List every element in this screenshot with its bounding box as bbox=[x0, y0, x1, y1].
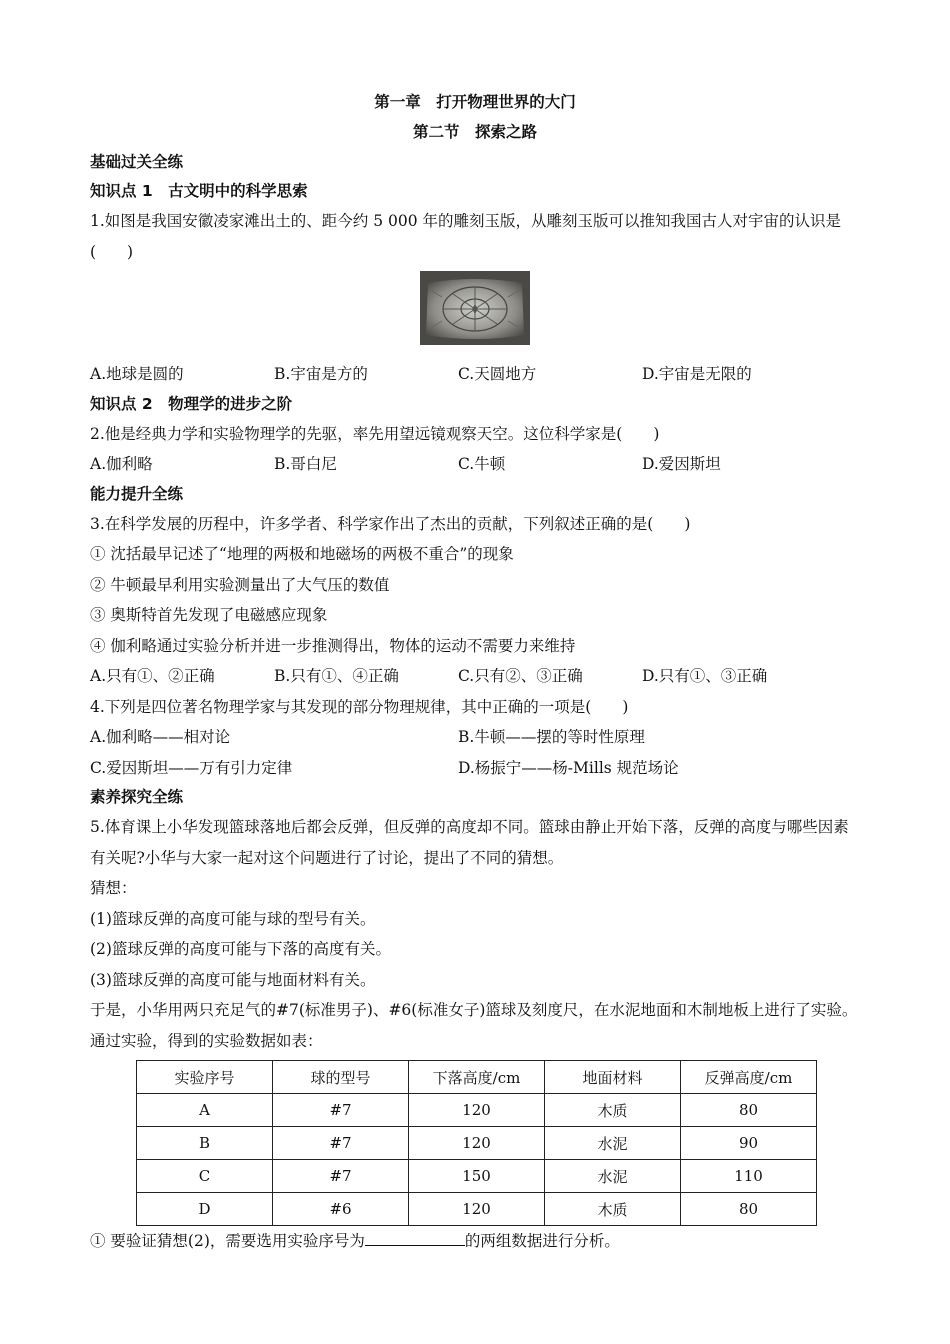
table-cell: #7 bbox=[273, 1094, 409, 1127]
table-cell: 90 bbox=[681, 1127, 817, 1160]
q4-option-c: C.爱因斯坦——万有引力定律 bbox=[90, 758, 293, 777]
experiment-data-table bbox=[136, 1060, 817, 1226]
q1-option-c: C.天圆地方 bbox=[458, 365, 537, 383]
table-cell: 木质 bbox=[545, 1094, 681, 1127]
table-cell: 120 bbox=[409, 1193, 545, 1226]
q5-guess-3: (3)篮球反弹的高度可能与地面材料有关。 bbox=[90, 970, 376, 989]
q4-option-a: A.伽利略——相对论 bbox=[90, 728, 231, 746]
q2-option-a: A.伽利略 bbox=[90, 455, 153, 473]
q5-intro: 于是，小华用两只充足气的#7(标准男子)、#6(标准女子)篮球及刻度尺，在水泥地面和木制地板上进行了实验。通过实验，得到的实验数据如表： bbox=[90, 1001, 858, 1050]
question-4-options-row2 bbox=[90, 753, 860, 784]
q3-option-b: B.只有①、④正确 bbox=[274, 667, 399, 685]
section-title: 第二节 探索之路 bbox=[412, 123, 537, 141]
q5-sub1-after: 的两组数据进行分析。 bbox=[464, 1232, 620, 1250]
table-header-cell: 地面材料 bbox=[545, 1061, 681, 1094]
table-cell: 水泥 bbox=[545, 1127, 681, 1160]
answer-blank[interactable] bbox=[365, 1229, 465, 1246]
knowledge-point-2: 知识点 2 物理学的进步之阶 bbox=[90, 394, 293, 413]
question-3-stem: 3.在科学发展的历程中，许多学者、科学家作出了杰出的贡献，下列叙述正确的是( ) bbox=[90, 514, 691, 533]
table-cell: 150 bbox=[409, 1160, 545, 1193]
q2-option-c: C.牛顿 bbox=[458, 455, 506, 473]
table-cell: A bbox=[137, 1094, 273, 1127]
question-2-stem: 2.他是经典力学和实验物理学的先驱，率先用望远镜观察天空。这位科学家是( ) bbox=[90, 424, 660, 443]
q1-option-b: B.宇宙是方的 bbox=[274, 365, 368, 383]
q3-option-d: D.只有①、③正确 bbox=[642, 667, 768, 685]
q1-option-d: D.宇宙是无限的 bbox=[642, 365, 752, 383]
worksheet-page bbox=[90, 88, 860, 1257]
table-cell: #7 bbox=[273, 1127, 409, 1160]
table-cell: 80 bbox=[681, 1094, 817, 1127]
q2-option-b: B.哥白尼 bbox=[274, 455, 337, 473]
question-3-options bbox=[90, 661, 860, 692]
question-1-options bbox=[90, 359, 860, 390]
table-cell: 木质 bbox=[545, 1193, 681, 1226]
chapter-title: 第一章 打开物理世界的大门 bbox=[374, 93, 576, 111]
table-row bbox=[137, 1127, 817, 1160]
question-4-stem: 4.下列是四位著名物理学家与其发现的部分物理规律，其中正确的一项是( ) bbox=[90, 697, 629, 716]
q3-statement-1: ① 沈括最早记述了“地理的两极和地磁场的两极不重合”的现象 bbox=[90, 545, 514, 563]
part-heading-inquiry: 素养探究全练 bbox=[90, 788, 184, 806]
part-heading-ability: 能力提升全练 bbox=[90, 484, 184, 503]
q2-option-d: D.爱因斯坦 bbox=[642, 455, 721, 473]
table-cell: 80 bbox=[681, 1193, 817, 1226]
table-row bbox=[137, 1094, 817, 1127]
table-row bbox=[137, 1193, 817, 1226]
table-header-cell: 实验序号 bbox=[137, 1061, 273, 1094]
table-cell: B bbox=[137, 1127, 273, 1160]
q3-statement-2: ② 牛顿最早利用实验测量出了大气压的数值 bbox=[90, 575, 390, 594]
q4-option-d: D.杨振宁——杨-Mills 规范场论 bbox=[458, 758, 679, 777]
q3-option-c: C.只有②、③正确 bbox=[458, 667, 583, 685]
part-heading-basic: 基础过关全练 bbox=[90, 153, 184, 171]
q4-option-b: B.牛顿——摆的等时性原理 bbox=[458, 728, 645, 746]
q5-subquestion-1 bbox=[90, 1226, 860, 1257]
q3-statement-4: ④ 伽利略通过实验分析并进一步推测得出，物体的运动不需要力来维持 bbox=[90, 636, 576, 655]
table-header-row bbox=[137, 1061, 817, 1094]
question-5-stem: 5.体育课上小华发现篮球落地后都会反弹，但反弹的高度却不同。篮球由静止开始下落，反弹的高度与哪些因素有关呢?小华与大家一起对这个问题进行了讨论，提出了不同的猜想。 bbox=[90, 818, 849, 867]
knowledge-point-1: 知识点 1 古文明中的科学思索 bbox=[90, 182, 308, 200]
question-1-stem: 1.如图是我国安徽凌家滩出土的、距今约 5 000 年的雕刻玉版，从雕刻玉版可以推知我国古人对宇宙的认识是( ) bbox=[90, 212, 842, 261]
q3-statement-3: ③ 奥斯特首先发现了电磁感应现象 bbox=[90, 606, 328, 624]
table-header-cell: 反弹高度/cm bbox=[681, 1061, 817, 1094]
table-header-cell: 下落高度/cm bbox=[409, 1061, 545, 1094]
q5-guess-2: (2)篮球反弹的高度可能与下落的高度有关。 bbox=[90, 940, 391, 958]
table-cell: 120 bbox=[409, 1127, 545, 1160]
table-cell: D bbox=[137, 1193, 273, 1226]
question-4-options-row1 bbox=[90, 722, 860, 753]
jade-tablet-image bbox=[420, 271, 530, 345]
table-cell: 水泥 bbox=[545, 1160, 681, 1193]
q3-option-a: A.只有①、②正确 bbox=[90, 667, 215, 685]
table-header-cell: 球的型号 bbox=[273, 1061, 409, 1094]
q5-guess-label: 猜想： bbox=[90, 879, 137, 897]
table-cell: 110 bbox=[681, 1160, 817, 1193]
table-cell: C bbox=[137, 1160, 273, 1193]
jade-tablet-figure bbox=[90, 267, 860, 359]
table-row bbox=[137, 1160, 817, 1193]
q5-sub1-before: ① 要验证猜想(2)，需要选用实验序号为 bbox=[90, 1232, 365, 1250]
table-cell: #6 bbox=[273, 1193, 409, 1226]
table-cell: #7 bbox=[273, 1160, 409, 1193]
table-cell: 120 bbox=[409, 1094, 545, 1127]
question-2-options bbox=[90, 449, 860, 480]
q5-guess-1: (1)篮球反弹的高度可能与球的型号有关。 bbox=[90, 909, 376, 928]
q1-option-a: A.地球是圆的 bbox=[90, 365, 184, 383]
